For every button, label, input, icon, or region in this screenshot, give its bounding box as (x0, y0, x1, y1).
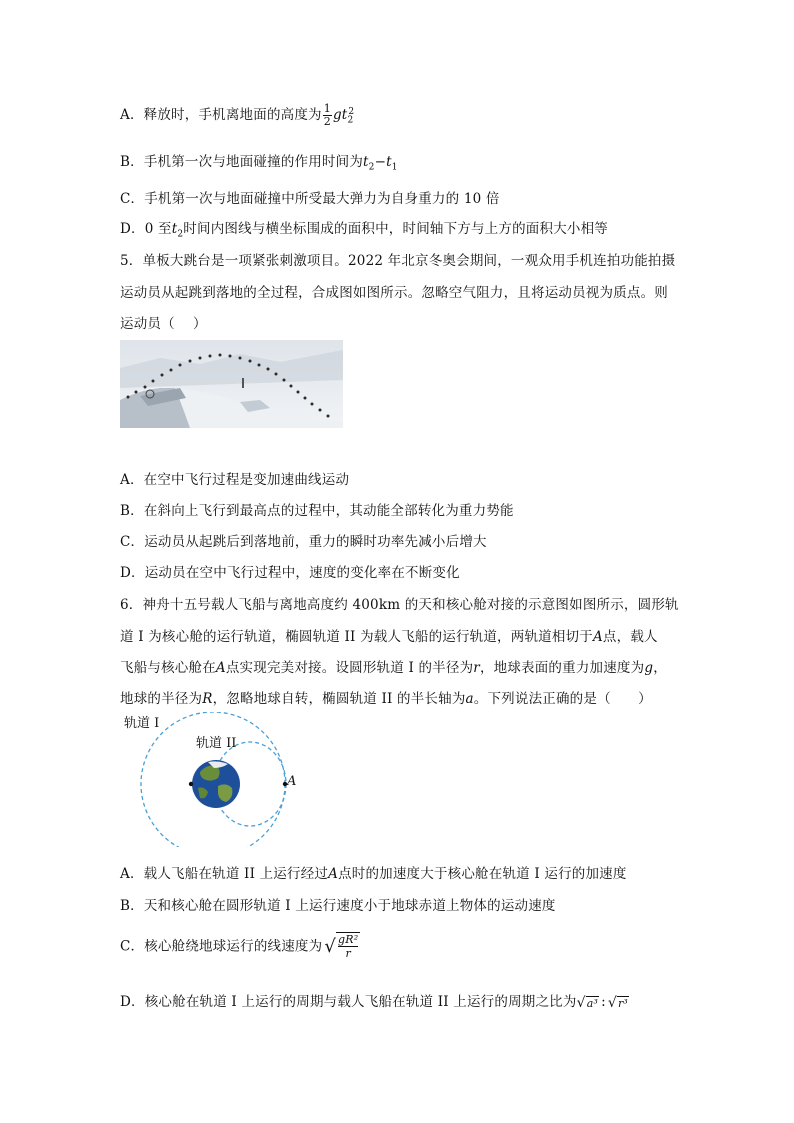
ski-jump-image (120, 340, 343, 428)
point-a-label: A (287, 774, 297, 789)
q5-stem-line3: 运动员（ ） (120, 316, 207, 332)
sqrt-r3: √ r³ (607, 994, 629, 1011)
orbit-diagram (118, 712, 308, 847)
earth-icon (192, 760, 240, 808)
sqrt-a3: √ a³ (576, 994, 599, 1011)
q5-option-a: A．在空中飞行过程是变加速曲线运动 (120, 472, 350, 488)
q4-option-d: D．0 至$t_2$时间内图线与横坐标围成的面积中，时间轴下方与上方的面积大小相等 (120, 221, 608, 240)
q4-option-a: A．释放时，手机离地面的高度为 $\frac{1}{2}$ $gt_2^2$ (120, 102, 355, 128)
q5-stem-line1: 5．单板大跳台是一项紧张刺激项目。2022 年北京冬奥会期间，一观众用手机连拍功能拍摄 (120, 253, 676, 269)
sqrt-expression: √ gR² r (324, 933, 359, 960)
orbit-1-label: 轨道 I (124, 716, 160, 731)
point-left (189, 782, 193, 786)
orbit-2-label: 轨道 II (196, 736, 237, 751)
q4-option-b: B．手机第一次与地面碰撞的作用时间为$t_2-t_1$ (120, 154, 398, 173)
q4-option-c: C．手机第一次与地面碰撞中所受最大弹力为自身重力的 10 倍 (120, 191, 500, 207)
q6-option-c: C．核心舱绕地球运行的线速度为 √ gR² r (120, 933, 359, 960)
q6-stem-line3: 飞船与核心舱在A点实现完美对接。设圆形轨道 I 的半径为r，地球表面的重力加速度为g， (120, 660, 667, 676)
q6-option-d: D．核心舱在轨道 I 上运行的周期与载人飞船在轨道 II 上运行的周期之比为 √ a³ : √ r³ (120, 994, 629, 1011)
q5-option-d: D．运动员在空中飞行过程中，速度的变化率在不断变化 (120, 565, 460, 581)
ski-jump-photo (120, 340, 343, 428)
q6-option-b: B．天和核心舱在圆形轨道 I 上运行速度小于地球赤道上物体的运动速度 (120, 898, 556, 914)
q6-stem-line2: 道 I 为核心舱的运行轨道，椭圆轨道 II 为载人飞船的运行轨道，两轨道相切于A点，载人 (120, 629, 658, 645)
q5-option-c: C．运动员从起跳后到落地前，重力的瞬时功率先减小后增大 (120, 534, 487, 550)
q6-stem-line1: 6．神舟十五号载人飞船与离地高度约 400km 的天和核心舱对接的示意图如图所示，圆形轨 (120, 597, 679, 613)
fraction-half: $\frac{1}{2}$ (323, 102, 331, 128)
q6-option-a: A．载人飞船在轨道 II 上运行经过A点时的加速度大于核心舱在轨道 I 运行的加速度 (120, 866, 627, 882)
q5-stem-line2: 运动员从起跳到落地的全过程，合成图如图所示。忽略空气阻力，且将运动员视为质点。则 (120, 285, 668, 301)
q6-stem-line4: 地球的半径为R，忽略地球自转，椭圆轨道 II 的半长轴为a。下列说法正确的是（ ） (120, 691, 652, 707)
q5-option-b: B．在斜向上飞行到最高点的过程中，其动能全部转化为重力势能 (120, 503, 514, 519)
